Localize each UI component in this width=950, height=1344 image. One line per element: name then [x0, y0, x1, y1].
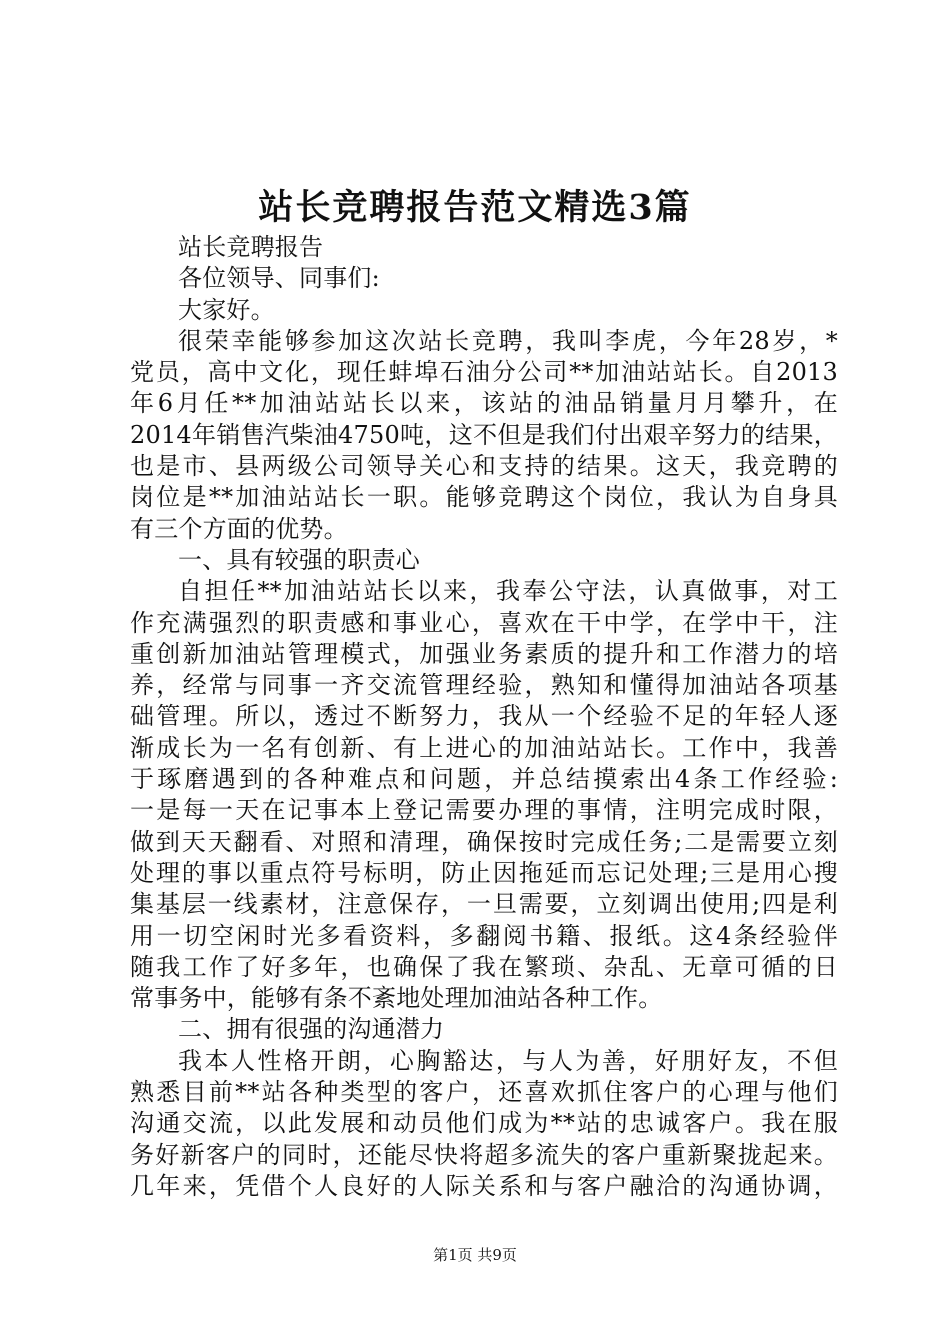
text-line: 作充满强烈的职责感和事业心，喜欢在干中学，在学中干，注: [130, 608, 838, 637]
text-line: 岗位是**加油站站长一职。能够竞聘这个岗位，我认为自身具: [130, 483, 838, 512]
text-line: 沟通交流，以此发展和动员他们成为**站的忠诚客户。我在服: [130, 1109, 838, 1138]
text-line: 做到天天翻看、对照和清理，确保按时完成任务;二是需要立刻: [130, 827, 838, 856]
text-line: 务好新客户的同时，还能尽快将超多流失的客户重新聚拢起来。: [130, 1140, 838, 1169]
text-line: 年6月任**加油站站长以来，该站的油品销量月月攀升，在: [130, 389, 838, 418]
text-line: 随我工作了好多年，也确保了我在繁琐、杂乱、无章可循的日: [130, 952, 838, 981]
text-line: 础管理。所以，透过不断努力，我从一个经验不足的年轻人逐: [130, 702, 838, 731]
text-line: 很荣幸能够参加这次站长竞聘，我叫李虎，今年28岁，*: [178, 326, 838, 355]
text-line: 2014年销售汽柴油4750吨，这不但是我们付出艰辛努力的结果，: [130, 420, 838, 449]
text-line: 各位领导、同事们:: [178, 264, 380, 293]
text-line: 一是每一天在记事本上登记需要办理的事情，注明完成时限，: [130, 796, 838, 825]
page-footer: 第1页 共9页: [433, 1246, 517, 1264]
text-line: 处理的事以重点符号标明，防止因拖延而忘记处理;三是用心搜: [130, 858, 838, 887]
text-line: 也是市、县两级公司领导关心和支持的结果。这天，我竞聘的: [130, 452, 838, 481]
text-line: 站长竞聘报告: [178, 233, 324, 261]
text-line: 熟悉目前**站各种类型的客户，还喜欢抓住客户的心理与他们: [130, 1078, 838, 1107]
text-line: 集基层一线素材，注意保存，一旦需要，立刻调出使用;四是利: [130, 890, 838, 919]
section-heading: 二、拥有很强的沟通潜力: [178, 1015, 445, 1044]
text-line: 渐成长为一名有创新、有上进心的加油站站长。工作中，我善: [130, 733, 838, 762]
text-line: 用一切空闲时光多看资料，多翻阅书籍、报纸。这4条经验伴: [130, 921, 838, 950]
text-line: 自担任**加油站站长以来，我奉公守法，认真做事，对工: [178, 577, 838, 606]
text-line: 养，经常与同事一齐交流管理经验，熟知和懂得加油站各项基: [130, 671, 838, 700]
text-line: 几年来，凭借个人良好的人际关系和与客户融洽的沟通协调，: [130, 1171, 838, 1200]
document-title: 站长竞聘报告范文精选3篇: [258, 187, 692, 228]
text-line: 党员，高中文化，现任蚌埠石油分公司**加油站站长。自2013: [130, 358, 838, 387]
text-line: 我本人性格开朗，心胸豁达，与人为善，好朋好友，不但: [178, 1046, 838, 1075]
text-line: 于琢磨遇到的各种难点和问题，并总结摸索出4条工作经验:: [130, 765, 838, 794]
document-body: [130, 232, 838, 1202]
text-line: 大家好。: [178, 295, 275, 324]
section-heading: 一、具有较强的职责心: [178, 545, 420, 574]
text-line: 重创新加油站管理模式，加强业务素质的提升和工作潜力的培: [130, 639, 838, 668]
text-line: 有三个方面的优势。: [130, 514, 348, 543]
text-line: 常事务中，能够有条不紊地处理加油站各种工作。: [130, 984, 663, 1013]
